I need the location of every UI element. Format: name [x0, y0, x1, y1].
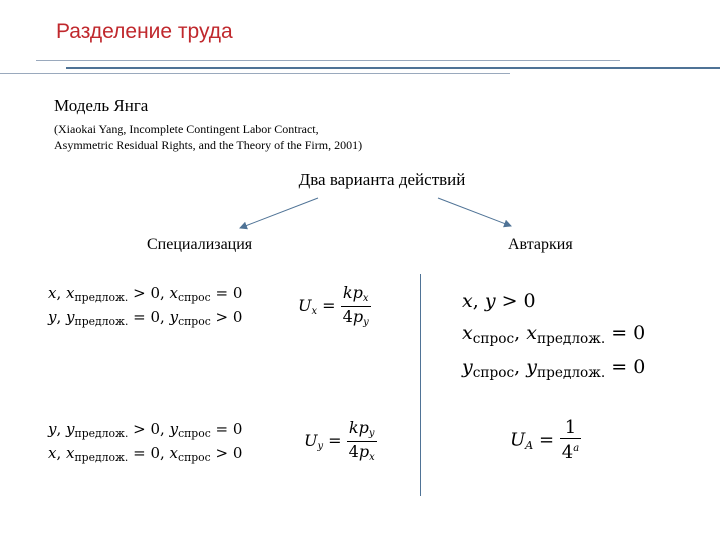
spec-case2-line2: x, $x_{предлож.} = 0$, $x_{спрос} > 0$ — [48, 444, 243, 465]
model-name: Модель Янга — [54, 96, 149, 115]
spec-case1-line2: y, $y_{предлож.} = 0$, $y_{спрос} > 0$ — [48, 308, 243, 329]
utility-x-formula: Ux = $\frac{\text{kpx}}{4py}$ — [298, 283, 369, 329]
spec-case2-line1: y, $y_{предлож.} > 0$, $y_{спрос} = 0$ — [48, 420, 243, 441]
utility-autarky-formula: UA = $\frac{1}{4^a}$ — [510, 417, 580, 463]
autarky-line2: $x_{спрос}$, $x_{предлож.} = 0$ — [462, 322, 646, 348]
branch-specialization: Специализация — [147, 236, 253, 253]
autarky-line1: x, y > 0 — [462, 290, 536, 312]
autarky-line3: $y_{спрос}$, $y_{предлож.} = 0$ — [462, 356, 646, 382]
reference-line-1: (Xiaokai Yang, Incomplete Contingent Labor Contract, — [54, 122, 319, 136]
slide-title: Разделение труда — [56, 20, 233, 43]
reference-line-2: Asymmetric Residual Rights, and the Theory of the Firm, 2001) — [54, 138, 363, 152]
utility-y-formula: Uy = $\frac{\text{kpy}}{4px}$ — [304, 418, 375, 464]
spec-case1-conditions — [48, 282, 242, 330]
branch-autarky: Автаркия — [508, 236, 573, 253]
autarky-conditions — [462, 285, 645, 385]
spec-case2-conditions — [48, 418, 242, 466]
diagram-root: Два варианта действий — [298, 170, 466, 189]
column-divider — [420, 274, 421, 496]
arrow-to-specialization — [240, 198, 318, 228]
arrow-to-autarky — [438, 198, 511, 226]
spec-case1-line1: x, $x_{предлож.} > 0$, $x_{спрос} = 0$ — [48, 284, 243, 305]
